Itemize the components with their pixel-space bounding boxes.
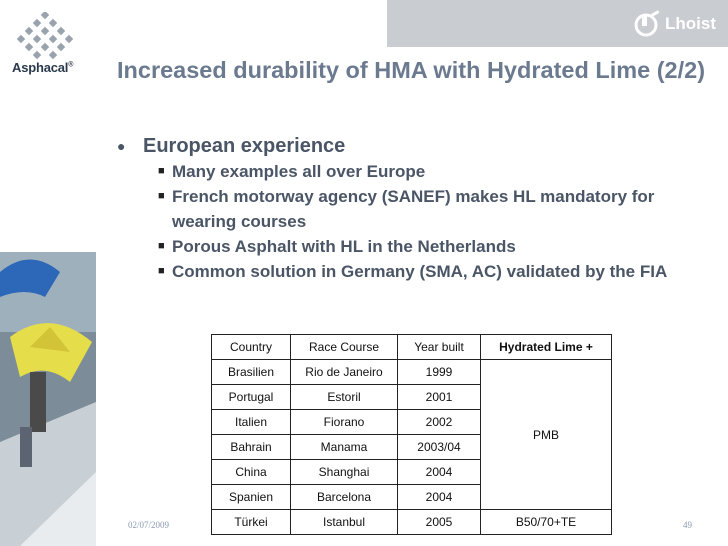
cell-race-course: Estoril bbox=[291, 385, 398, 410]
cell-year: 2005 bbox=[398, 510, 481, 535]
header-race-course: Race Course bbox=[291, 335, 398, 360]
cell-race-course: Barcelona bbox=[291, 485, 398, 510]
cell-year: 2002 bbox=[398, 410, 481, 435]
header-bar bbox=[387, 0, 728, 47]
header-hydrated-lime: Hydrated Lime + bbox=[481, 335, 612, 360]
cell-country: China bbox=[212, 460, 291, 485]
cell-race-course: Fiorano bbox=[291, 410, 398, 435]
cell-race-course: Shanghai bbox=[291, 460, 398, 485]
cell-race-course: Manama bbox=[291, 435, 398, 460]
sub-bullet: ■ French motorway agency (SANEF) makes HL mandatory for wearing courses bbox=[158, 184, 707, 234]
cell-country: Portugal bbox=[212, 385, 291, 410]
table-row bbox=[212, 360, 612, 385]
square-bullet-icon: ■ bbox=[158, 165, 165, 177]
cell-year: 2004 bbox=[398, 485, 481, 510]
header-year-built: Year built bbox=[398, 335, 481, 360]
slide-title: Increased durability of HMA with Hydrated Lime (2/2) bbox=[117, 57, 706, 83]
cell-pmb: PMB bbox=[481, 360, 612, 510]
table-header-row bbox=[212, 335, 612, 360]
cell-race-course: Rio de Janeiro bbox=[291, 360, 398, 385]
asphacal-logo-icon bbox=[14, 12, 84, 60]
square-bullet-icon: ■ bbox=[158, 190, 165, 202]
asphacal-brand: Asphacal® bbox=[12, 60, 74, 75]
cell-year: 1999 bbox=[398, 360, 481, 385]
bullet-dot-icon: ● bbox=[117, 138, 126, 154]
sub-bullet: ■ Many examples all over Europe bbox=[158, 159, 707, 184]
sub-bullet: ■ Common solution in Germany (SMA, AC) validated by the FIA bbox=[158, 259, 707, 284]
lhoist-logo-icon bbox=[633, 10, 661, 38]
race-course-table bbox=[211, 334, 612, 535]
lhoist-name: Lhoist bbox=[665, 14, 716, 33]
bullet-list bbox=[117, 133, 707, 284]
cell-country: Italien bbox=[212, 410, 291, 435]
sidebar bbox=[0, 0, 96, 546]
cell-country: Spanien bbox=[212, 485, 291, 510]
cell-country: Brasilien bbox=[212, 360, 291, 385]
cell-country: Bahrain bbox=[212, 435, 291, 460]
sub-bullet: ■ Porous Asphalt with HL in the Netherlands bbox=[158, 234, 707, 259]
cell-year: 2004 bbox=[398, 460, 481, 485]
cell-country: Türkei bbox=[212, 510, 291, 535]
cell-year: 2001 bbox=[398, 385, 481, 410]
cell-year: 2003/04 bbox=[398, 435, 481, 460]
lhoist-brand bbox=[633, 10, 716, 38]
page-number: 49 bbox=[683, 520, 692, 530]
square-bullet-icon: ■ bbox=[158, 240, 165, 252]
table-row bbox=[212, 510, 612, 535]
cell-binder: B50/70+TE bbox=[481, 510, 612, 535]
cell-race-course: Istanbul bbox=[291, 510, 398, 535]
header-country: Country bbox=[212, 335, 291, 360]
umbrella-photo bbox=[0, 252, 96, 546]
bullet-heading: ● European experience bbox=[117, 135, 346, 157]
square-bullet-icon: ■ bbox=[158, 265, 165, 277]
footer-date: 02/07/2009 bbox=[128, 520, 170, 530]
